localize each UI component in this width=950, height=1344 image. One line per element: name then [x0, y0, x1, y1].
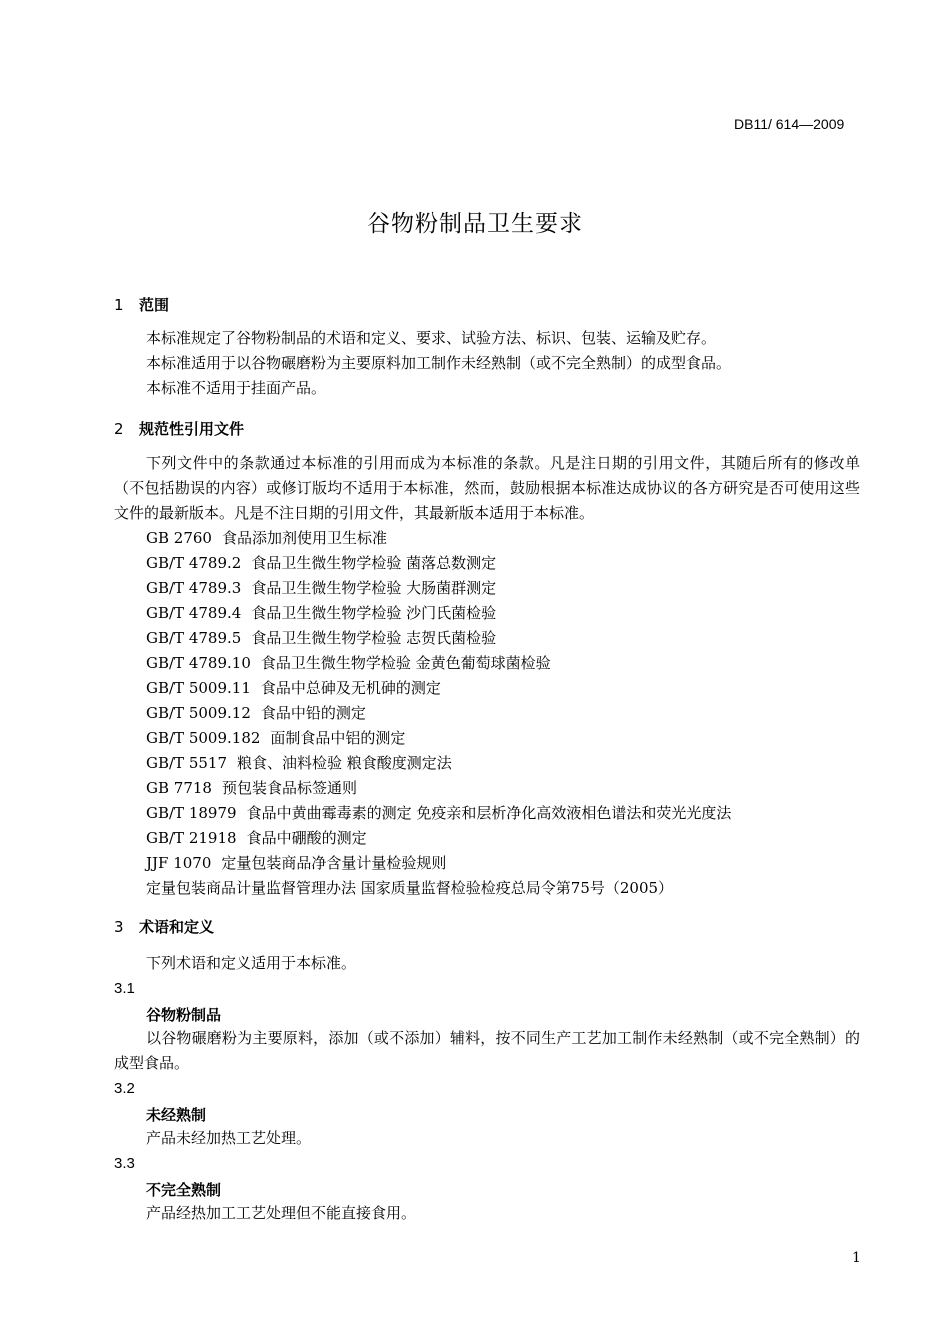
term-number: 3.2 — [114, 1080, 135, 1097]
reference-code: GB/T 4789.10 — [146, 654, 251, 672]
reference-title: 食品卫生微生物学检验 金黄色葡萄球菌检验 — [260, 654, 551, 672]
reference-item — [146, 851, 446, 876]
reference-item — [146, 676, 441, 701]
reference-title: 食品中硼酸的测定 — [246, 829, 367, 847]
reference-code: GB/T 4789.3 — [146, 579, 242, 597]
document-title: 谷物粉制品卫生要求 — [367, 211, 583, 237]
reference-item — [146, 776, 357, 801]
reference-code: GB/T 5009.12 — [146, 704, 251, 722]
term-number: 3.1 — [114, 980, 135, 997]
reference-item — [146, 726, 405, 751]
reference-title: 食品中铅的测定 — [260, 704, 366, 722]
reference-item — [146, 576, 496, 601]
reference-code: GB/T 18979 — [146, 804, 237, 822]
reference-code: GB/T 5009.182 — [146, 729, 261, 747]
section-number: 3 — [114, 918, 124, 936]
section-heading-scope — [114, 294, 169, 315]
reference-item: 定量包装商品计量监督管理办法 国家质量监督检验检疫总局令第75号（2005） — [146, 879, 674, 897]
reference-title: 食品添加剂使用卫生标准 — [221, 529, 387, 547]
paragraph: 下列术语和定义适用于本标准。 — [146, 954, 357, 972]
reference-item — [146, 626, 496, 651]
reference-title: 食品卫生微生物学检验 志贺氏菌检验 — [251, 629, 497, 647]
reference-title: 食品中总砷及无机砷的测定 — [260, 679, 441, 697]
reference-code: GB/T 5009.11 — [146, 679, 251, 697]
reference-item — [146, 651, 551, 676]
reference-title: 食品卫生微生物学检验 菌落总数测定 — [251, 554, 497, 572]
section-title: 术语和定义 — [139, 918, 215, 936]
reference-code: GB/T 4789.2 — [146, 554, 242, 572]
section-number: 2 — [114, 420, 124, 438]
reference-title: 定量包装商品净含量计量检验规则 — [221, 854, 447, 872]
reference-item — [146, 701, 366, 726]
reference-code: GB/T 21918 — [146, 829, 237, 847]
reference-item — [146, 526, 387, 551]
paragraph: 下列文件中的条款通过本标准的引用而成为本标准的条款。凡是注日期的引用文件，其随后所有的修改单（不包括勘误的内容）或修订版均不适用于本标准，然而，鼓励根据本标准达成协议的各方研究是否可使用这些文件的最新版本。凡是不注日期的引用文件，其最新版本适用于本标准。 — [114, 454, 860, 522]
reference-code: GB/T 4789.4 — [146, 604, 242, 622]
term-definition: 产品未经加热工艺处理。 — [146, 1129, 312, 1147]
reference-item — [146, 826, 367, 851]
section-number: 1 — [114, 296, 124, 314]
reference-code: GB/T 4789.5 — [146, 629, 242, 647]
paragraph: 本标准不适用于挂面产品。 — [146, 379, 327, 397]
reference-code: GB/T 5517 — [146, 754, 228, 772]
paragraph: 本标准适用于以谷物碾磨粉为主要原料加工制作未经熟制（或不完全熟制）的成型食品。 — [146, 354, 732, 372]
reference-item — [146, 801, 731, 826]
term-name: 不完全熟制 — [146, 1181, 222, 1199]
section-title: 规范性引用文件 — [139, 420, 245, 438]
term-definition: 以谷物碾磨粉为主要原料，添加（或不添加）辅料，按不同生产工艺加工制作未经熟制（或不完全熟制）的成型食品。 — [114, 1029, 860, 1072]
term-number: 3.3 — [114, 1155, 135, 1172]
reference-title: 预包装食品标签通则 — [221, 779, 357, 797]
reference-title: 食品卫生微生物学检验 沙门氏菌检验 — [251, 604, 497, 622]
paragraph: 本标准规定了谷物粉制品的术语和定义、要求、试验方法、标识、包装、运输及贮存。 — [146, 329, 717, 347]
section-heading-terms — [114, 916, 214, 937]
reference-title: 面制食品中铝的测定 — [270, 729, 406, 747]
reference-code: JJF 1070 — [146, 854, 212, 872]
reference-code: GB 2760 — [146, 529, 212, 547]
reference-code: GB 7718 — [146, 779, 212, 797]
reference-title: 食品中黄曲霉毒素的测定 免疫亲和层析净化高效液相色谱法和荧光光度法 — [246, 804, 732, 822]
page-number: 1 — [852, 1250, 861, 1266]
term-name: 谷物粉制品 — [146, 1006, 222, 1024]
reference-item — [146, 551, 496, 576]
term-name: 未经熟制 — [146, 1106, 207, 1124]
term-definition: 产品经热加工工艺处理但不能直接食用。 — [146, 1204, 417, 1222]
reference-item — [146, 601, 496, 626]
reference-title: 食品卫生微生物学检验 大肠菌群测定 — [251, 579, 497, 597]
reference-title: 粮食、油料检验 粮食酸度测定法 — [237, 754, 452, 772]
standard-code: DB11/ 614—2009 — [734, 116, 845, 132]
section-heading-references — [114, 418, 244, 439]
section-title: 范围 — [139, 296, 170, 314]
reference-item — [146, 751, 452, 776]
